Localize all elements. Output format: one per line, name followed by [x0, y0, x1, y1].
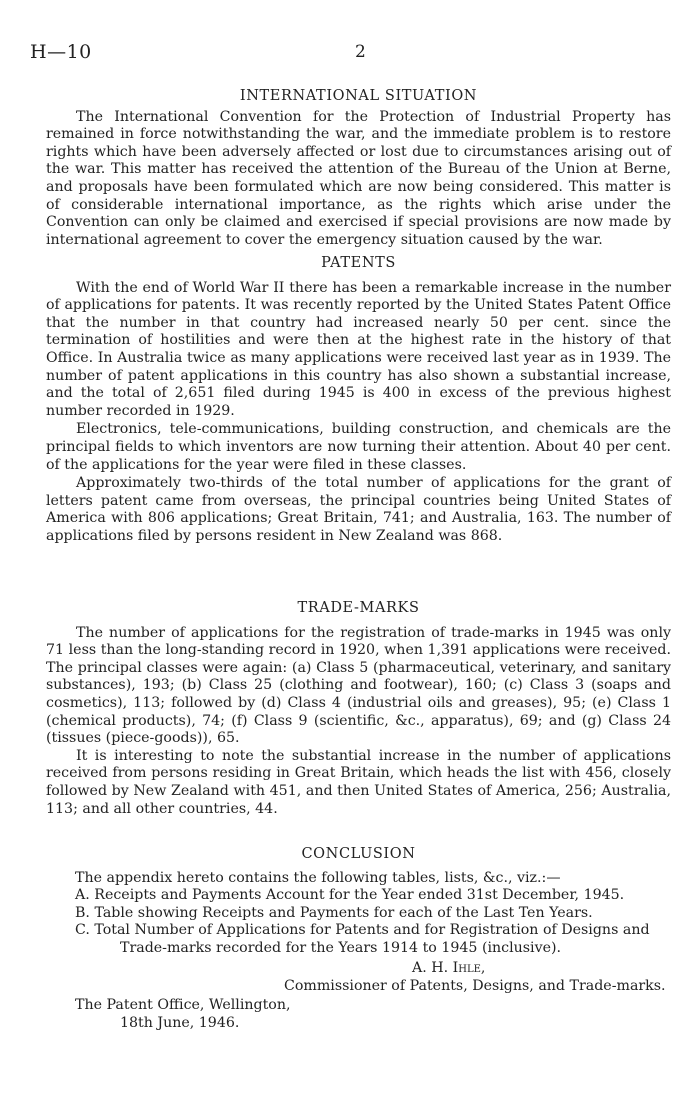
paragraph: Electronics, tele-communications, building construction, and chemicals are the principal fields to which inventors are now turning their attention. About 40 per cent. of the applications for the year were filed in these classes. [46, 421, 671, 473]
signature-block [46, 960, 671, 1032]
appendix-item-text: Total Number of Applications for Patents and for Registration of Designs and [94, 922, 650, 939]
page-header [30, 41, 670, 68]
section-heading: PATENTS [321, 255, 396, 271]
signature-date: 18th June, 1946. [120, 1014, 240, 1031]
section-heading: TRADE-MARKS [297, 600, 420, 616]
section-trade-marks [46, 600, 671, 818]
section-heading: CONCLUSION [301, 846, 416, 862]
document-number: H—10 [30, 41, 92, 63]
signatory-title: Commissioner of Patents, Designs, and Trade-marks. [284, 977, 666, 994]
section-patents [46, 255, 671, 546]
section-heading: INTERNATIONAL SITUATION [239, 88, 478, 104]
paragraph: With the end of World War II there has been a remarkable increase in the number of applications for patents. It was recently reported by the United States Patent Office that the number in that country had increased nearly 50 per cent. since the termination of hostilities and were then at the highest rate in the history of that Office. In Australia twice as many applications were received last year as in 1939. The number of patent applications in this country has also shown a substantial increase, and the total of 2,651 filed during 1945 is 400 in excess of the previous highest number recorded in 1929. [46, 279, 671, 419]
signature-place: The Patent Office, Wellington, [75, 997, 291, 1014]
appendix-item-b [75, 905, 671, 923]
conclusion-intro: The appendix hereto contains the following tables, lists, &c., viz.:— [75, 869, 561, 886]
paragraph: Approximately two-thirds of the total number of applications for the grant of letters patent came from overseas, the principal countries being United States of America with 806 applications; Great Britain, 741; and Australia, 163. The number of applications filed by persons resident in New Zealand was 868. [46, 475, 671, 544]
appendix-item-continuation: Trade-marks recorded for the Years 1914 to 1945 (inclusive). [120, 939, 562, 956]
appendix-item-a [75, 887, 671, 905]
page-number: 2 [355, 42, 366, 62]
appendix-item-label: B. [75, 904, 90, 921]
section-international-situation [46, 88, 671, 249]
paragraph: The number of applications for the registration of trade-marks in 1945 was only 71 less than the long-standing record in 1920, when 1,391 applications were received. The principal classes were again: (a) Class 5 (pharmaceutical, veterinary, and sanitary substances), 193; (b) Class 25 (clothing and footwear), 160; (c) Class 3 (soaps and cosmetics), 113; followed by (d) Class 4 (industrial oils and greases), 95; (e) Class 1 (chemical products), 74; (f) Class 9 (scientific, &c., apparatus), 69; and (g) Class 24 (tissues (piece-goods)), 65. [46, 624, 671, 747]
signatory-name: A. H. Ihle, [412, 960, 486, 976]
appendix-item-text: Receipts and Payments Account for the Year ended 31st December, 1945. [94, 887, 625, 904]
appendix-item-label: C. [75, 922, 90, 939]
appendix-item-c [75, 922, 671, 957]
section-conclusion [46, 846, 671, 958]
paragraph: The International Convention for the Protection of Industrial Property has remained in force notwithstanding the war, and the immediate problem is to restore rights which have been adversely affected or lost due to circumstances arising out of the war. This matter has received the attention of the Bureau of the Union at Berne, and proposals have been formulated which are now being considered. This matter is of considerable international importance, as the rights which arise under the Convention can only be claimed and exercised if special provisions are now made by international agreement to cover the emergency situation caused by the war. [46, 108, 671, 248]
appendix-item-text: Table showing Receipts and Payments for each of the Last Ten Years. [94, 904, 593, 921]
appendix-item-label: A. [75, 887, 90, 904]
paragraph: It is interesting to note the substantial increase in the number of applications received from persons residing in Great Britain, which heads the list with 456, closely followed by New Zealand with 451, and then United States of America, 256; Australia, 113; and all other countries, 44. [46, 747, 671, 817]
